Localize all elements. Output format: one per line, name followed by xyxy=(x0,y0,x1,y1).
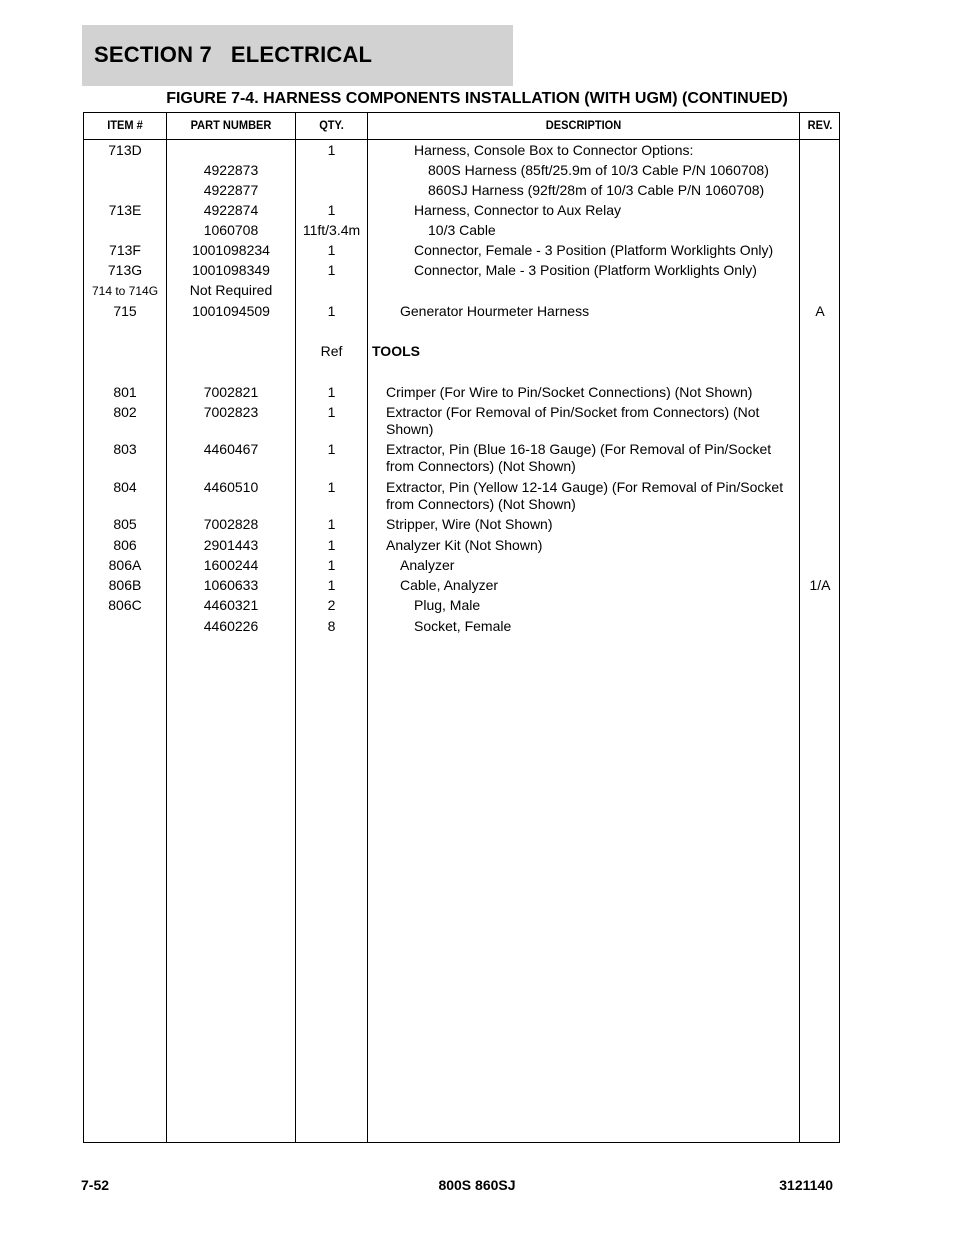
part-number-cell: 1001098234 xyxy=(192,242,270,258)
description-cell: Stripper, Wire (Not Shown) xyxy=(386,516,553,532)
part-number-cell: 1600244 xyxy=(203,557,259,573)
part-number-cell: 7002821 xyxy=(203,384,259,400)
section-banner xyxy=(82,25,513,86)
description-cell: 800S Harness (85ft/25.9m of 10/3 Cable P/N 1060708) xyxy=(428,162,769,178)
item-cell: 806C xyxy=(108,597,142,613)
description-cell: Cable, Analyzer xyxy=(400,577,499,593)
item-cell: 715 xyxy=(113,303,137,319)
part-number-cell: 2901443 xyxy=(203,537,259,553)
item-cell: 805 xyxy=(113,516,137,532)
part-number-cell: 1060708 xyxy=(203,222,259,238)
qty-cell: 1 xyxy=(327,441,336,457)
item-cell: 713D xyxy=(108,142,142,158)
description-cell: Connector, Male - 3 Position (Platform Worklights Only) xyxy=(414,262,757,278)
column-header-description: DESCRIPTION xyxy=(545,118,622,132)
qty-cell: 1 xyxy=(327,303,336,319)
item-cell: 806B xyxy=(108,577,142,593)
qty-cell: 1 xyxy=(327,577,336,593)
item-cell: 804 xyxy=(113,479,137,495)
column-header-qty: QTY. xyxy=(319,118,344,132)
item-cell: 801 xyxy=(113,384,137,400)
part-number-cell: 4922877 xyxy=(203,182,259,198)
description-cell: Socket, Female xyxy=(414,618,512,634)
qty-cell: 11ft/3.4m xyxy=(302,222,361,238)
description-cell: 10/3 Cable xyxy=(428,222,496,238)
description-cell: Harness, Connector to Aux Relay xyxy=(414,202,621,218)
page-number: 7-52 xyxy=(81,1177,110,1193)
qty-cell: 1 xyxy=(327,404,336,420)
part-number-cell: 4460467 xyxy=(203,441,259,457)
item-cell: 713F xyxy=(109,242,141,258)
header-divider xyxy=(84,139,839,140)
qty-cell: 1 xyxy=(327,142,336,158)
description-cell: Analyzer xyxy=(400,557,455,573)
part-number-cell: 7002823 xyxy=(203,404,259,420)
part-number-cell: 4460321 xyxy=(203,597,259,613)
qty-cell: 1 xyxy=(327,479,336,495)
model-name: 800S 860SJ xyxy=(438,1177,516,1193)
description-cell: Plug, Male xyxy=(414,597,481,613)
item-cell: 806A xyxy=(108,557,142,573)
qty-cell: Ref xyxy=(320,343,343,359)
item-cell: 713G xyxy=(107,262,143,278)
item-cell: 714 to 714G xyxy=(91,284,159,298)
column-divider xyxy=(367,113,368,1142)
column-header-part-number: PART NUMBER xyxy=(190,118,272,132)
item-cell: 806 xyxy=(113,537,137,553)
figure-title: FIGURE 7-4. HARNESS COMPONENTS INSTALLATION (WITH UGM) (CONTINUED) xyxy=(166,90,788,107)
part-number-cell: 4460510 xyxy=(203,479,259,495)
description-cell: Harness, Console Box to Connector Options: xyxy=(414,142,694,158)
rev-cell: A xyxy=(815,303,825,319)
part-number-cell: 1001094509 xyxy=(192,303,270,319)
part-number-cell: 4922874 xyxy=(203,202,259,218)
description-cell: Extractor, Pin (Blue 16-18 Gauge) (For Removal of Pin/Socket from Connectors) (Not Shown) xyxy=(386,441,772,474)
description-cell: Extractor, Pin (Yellow 12-14 Gauge) (For Removal of Pin/Socket from Connectors) (Not Shown) xyxy=(386,479,784,512)
description-cell: Crimper (For Wire to Pin/Socket Connections) (Not Shown) xyxy=(386,384,753,400)
description-cell: TOOLS xyxy=(372,343,420,359)
part-number-cell: 4922873 xyxy=(203,162,259,178)
column-divider xyxy=(799,113,800,1142)
column-header-item: ITEM # xyxy=(107,118,143,132)
item-cell: 802 xyxy=(113,404,137,420)
document-number: 3121140 xyxy=(779,1177,833,1193)
qty-cell: 1 xyxy=(327,537,336,553)
item-cell: 713E xyxy=(108,202,142,218)
part-number-cell: Not Required xyxy=(189,282,273,298)
qty-cell: 1 xyxy=(327,516,336,532)
description-cell: 860SJ Harness (92ft/28m of 10/3 Cable P/N 1060708) xyxy=(428,182,765,198)
qty-cell: 8 xyxy=(327,618,336,634)
item-cell: 803 xyxy=(113,441,137,457)
qty-cell: 1 xyxy=(327,557,336,573)
column-header-rev: REV. xyxy=(807,118,833,132)
section-title: SECTION 7 ELECTRICAL xyxy=(94,42,373,67)
description-cell: Extractor (For Removal of Pin/Socket from Connectors) (Not Shown) xyxy=(386,404,760,437)
qty-cell: 1 xyxy=(327,202,336,218)
qty-cell: 1 xyxy=(327,262,336,278)
description-cell: Analyzer Kit (Not Shown) xyxy=(386,537,543,553)
description-cell: Connector, Female - 3 Position (Platform Worklights Only) xyxy=(414,242,774,258)
rev-cell: 1/A xyxy=(809,577,831,593)
description-cell: Generator Hourmeter Harness xyxy=(400,303,590,319)
qty-cell: 1 xyxy=(327,384,336,400)
part-number-cell: 1001098349 xyxy=(192,262,270,278)
part-number-cell: 1060633 xyxy=(203,577,259,593)
part-number-cell: 4460226 xyxy=(203,618,259,634)
qty-cell: 1 xyxy=(327,242,336,258)
qty-cell: 2 xyxy=(327,597,336,613)
parts-table xyxy=(83,112,840,1143)
part-number-cell: 7002828 xyxy=(203,516,259,532)
